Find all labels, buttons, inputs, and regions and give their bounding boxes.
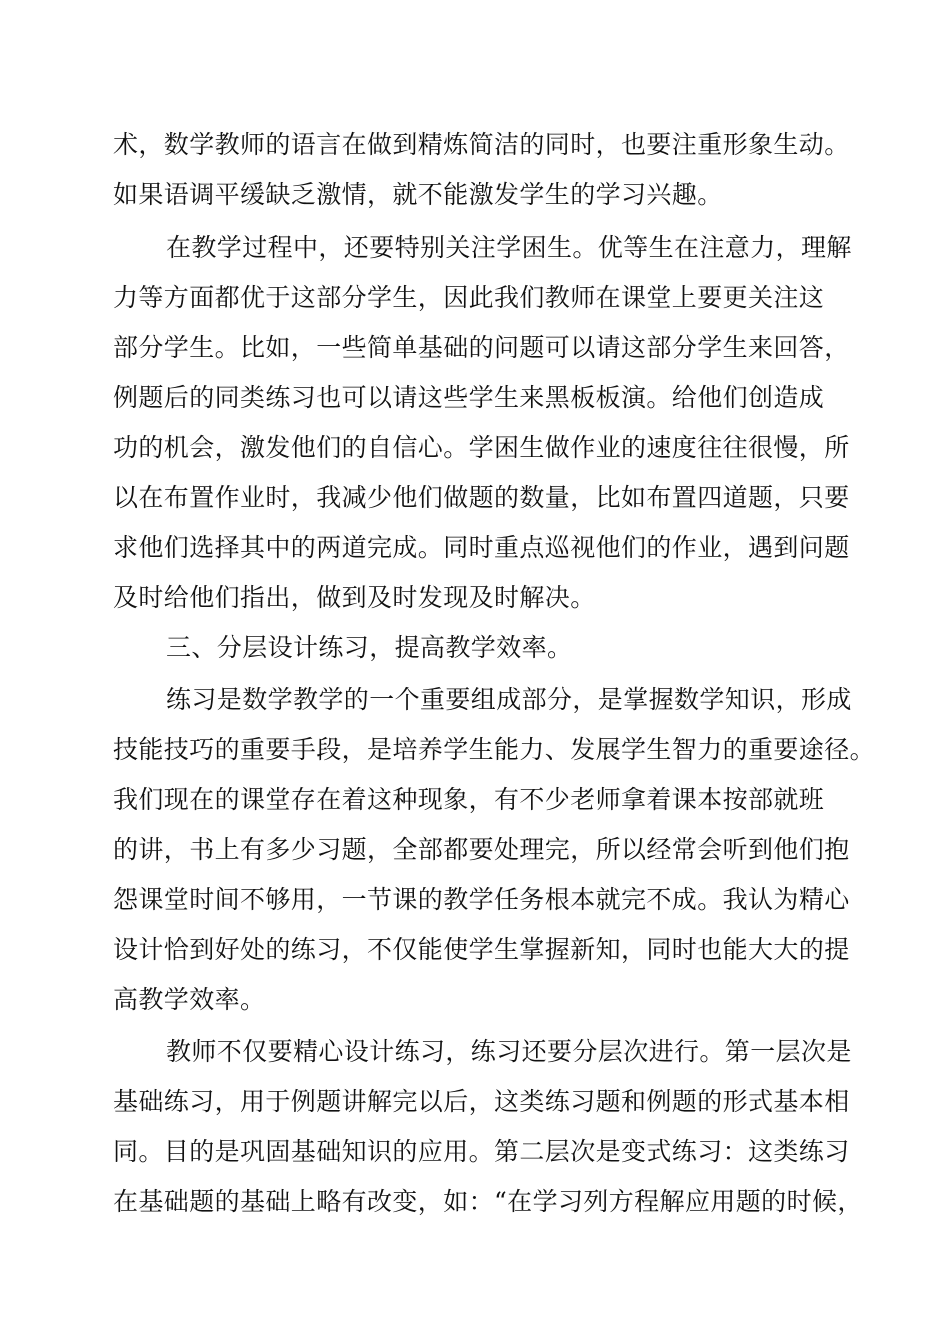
text-line: 术，数学教师的语言在做到精炼简洁的同时，也要注重形象生动。 (113, 130, 850, 159)
text-line: 力等方面都优于这部分学生，因此我们教师在课堂上要更关注这 (113, 283, 825, 312)
text-line: 同。目的是巩固基础知识的应用。第二层次是变式练习：这类练习 (113, 1137, 850, 1166)
text-line: 功的机会，激发他们的自信心。学困生做作业的速度往往很慢，所 (113, 433, 850, 462)
text-line: 及时给他们指出，做到及时发现及时解决。 (113, 583, 596, 612)
text-line: 设计恰到好处的练习，不仅能使学生掌握新知，同时也能大大的提 (113, 935, 850, 964)
text-line: 例题后的同类练习也可以请这些学生来黑板板演。给他们创造成 (113, 383, 825, 412)
text-line: 如果语调平缓缺乏激情，就不能激发学生的学习兴趣。 (113, 180, 723, 209)
text-line: 高教学效率。 (113, 985, 266, 1014)
text-line: 怨课堂时间不够用，一节课的教学任务根本就完不成。我认为精心 (113, 885, 850, 914)
section-heading: 三、分层设计练习，提高教学效率。 (166, 633, 573, 662)
text-line: 以在布置作业时，我减少他们做题的数量，比如布置四道题，只要 (113, 483, 850, 512)
text-line: 在基础题的基础上略有改变，如：“在学习列方程解应用题的时候， (113, 1187, 863, 1216)
text-line: 部分学生。比如，一些简单基础的问题可以请这部分学生来回答， (113, 333, 850, 362)
text-line: 的讲，书上有多少习题，全部都要处理完，所以经常会听到他们抱 (113, 835, 850, 864)
text-line: 基础练习，用于例题讲解完以后，这类练习题和例题的形式基本相 (113, 1087, 850, 1116)
text-line: 我们现在的课堂存在着这种现象，有不少老师拿着课本按部就班 (113, 785, 825, 814)
text-line: 求他们选择其中的两道完成。同时重点巡视他们的作业，遇到问题 (113, 533, 850, 562)
paragraph-start-line: 在教学过程中，还要特别关注学困生。优等生在注意力，理解 (166, 233, 852, 262)
text-line: 技能技巧的重要手段，是培养学生能力、发展学生智力的重要途径。 (113, 735, 876, 764)
paragraph-start-line: 教师不仅要精心设计练习，练习还要分层次进行。第一层次是 (166, 1037, 852, 1066)
paragraph-start-line: 练习是数学教学的一个重要组成部分，是掌握数学知识，形成 (166, 685, 852, 714)
